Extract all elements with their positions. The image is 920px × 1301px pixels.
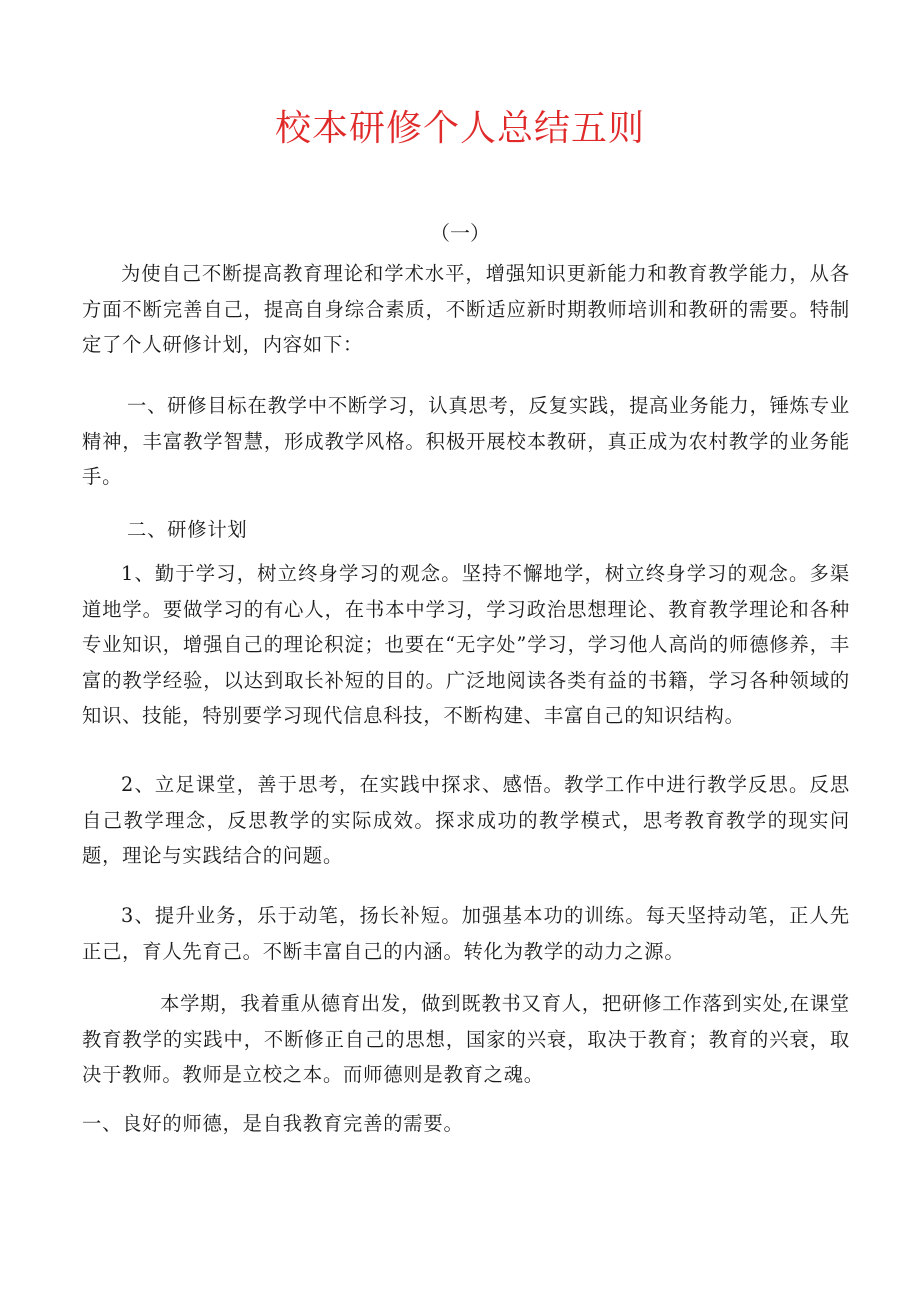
paragraph-semester: 本学期，我着重从德育出发，做到既教书又育人，把研修工作落到实处,在课堂教育教学的实践中，不断修正自己的思想，国家的兴衰，取决于教育；教育的兴衰，取决于教师。教师是立校之本。而师德则是教育之魂。 — [82, 992, 850, 1086]
section-marker: （一） — [430, 221, 490, 245]
paragraph-ethics-heading: 一、良好的师德，是自我教育完善的需要。 — [82, 1112, 464, 1135]
paragraph-plan-item-3: 3、提升业务，乐于动笔，扬长补短。加强基本功的训练。每天坚持动笔，正人先正己，育人先育己。不断丰富自己的内涵。转化为教学的动力之源。 — [82, 904, 850, 963]
paragraph-intro: 为使自己不断提高教育理论和学术水平，增强知识更新能力和教育教学能力，从各方面不断完善自己，提高自身综合素质，不断适应新时期教师培训和教研的需要。特制定了个人研修计划，内容如下： — [82, 262, 850, 356]
paragraph-plan-heading: 二、研修计划 — [127, 518, 248, 541]
paragraph-plan-item-1: 1、勤于学习，树立终身学习的观念。坚持不懈地学，树立终身学习的观念。多渠道地学。要做学习的有心人，在书本中学习，学习政治思想理论、教育教学理论和各种专业知识，增强自己的理论积淀；也要在“无字处”学习，学习他人高尚的师德修养，丰富的教学经验，以达到取长补短的目的。广泛地阅读各类有益的书籍，学习各种领域的知识、技能，特别要学习现代信息科技，不断构建、丰富自己的知识结构。 — [82, 562, 850, 727]
document-title: 校本研修个人总结五则 — [274, 108, 645, 149]
paragraph-plan-item-2: 2、立足课堂，善于思考，在实践中探求、感悟。教学工作中进行教学反思。反思自己教学理念，反思教学的实际成效。探求成功的教学模式，思考教育教学的现实问题，理论与实践结合的问题。 — [82, 773, 850, 867]
paragraph-goal: 一、研修目标在教学中不断学习，认真思考，反复实践，提高业务能力，锤炼专业精神，丰富教学智慧，形成教学风格。积极开展校本教研，真正成为农村教学的业务能手。 — [82, 394, 850, 488]
